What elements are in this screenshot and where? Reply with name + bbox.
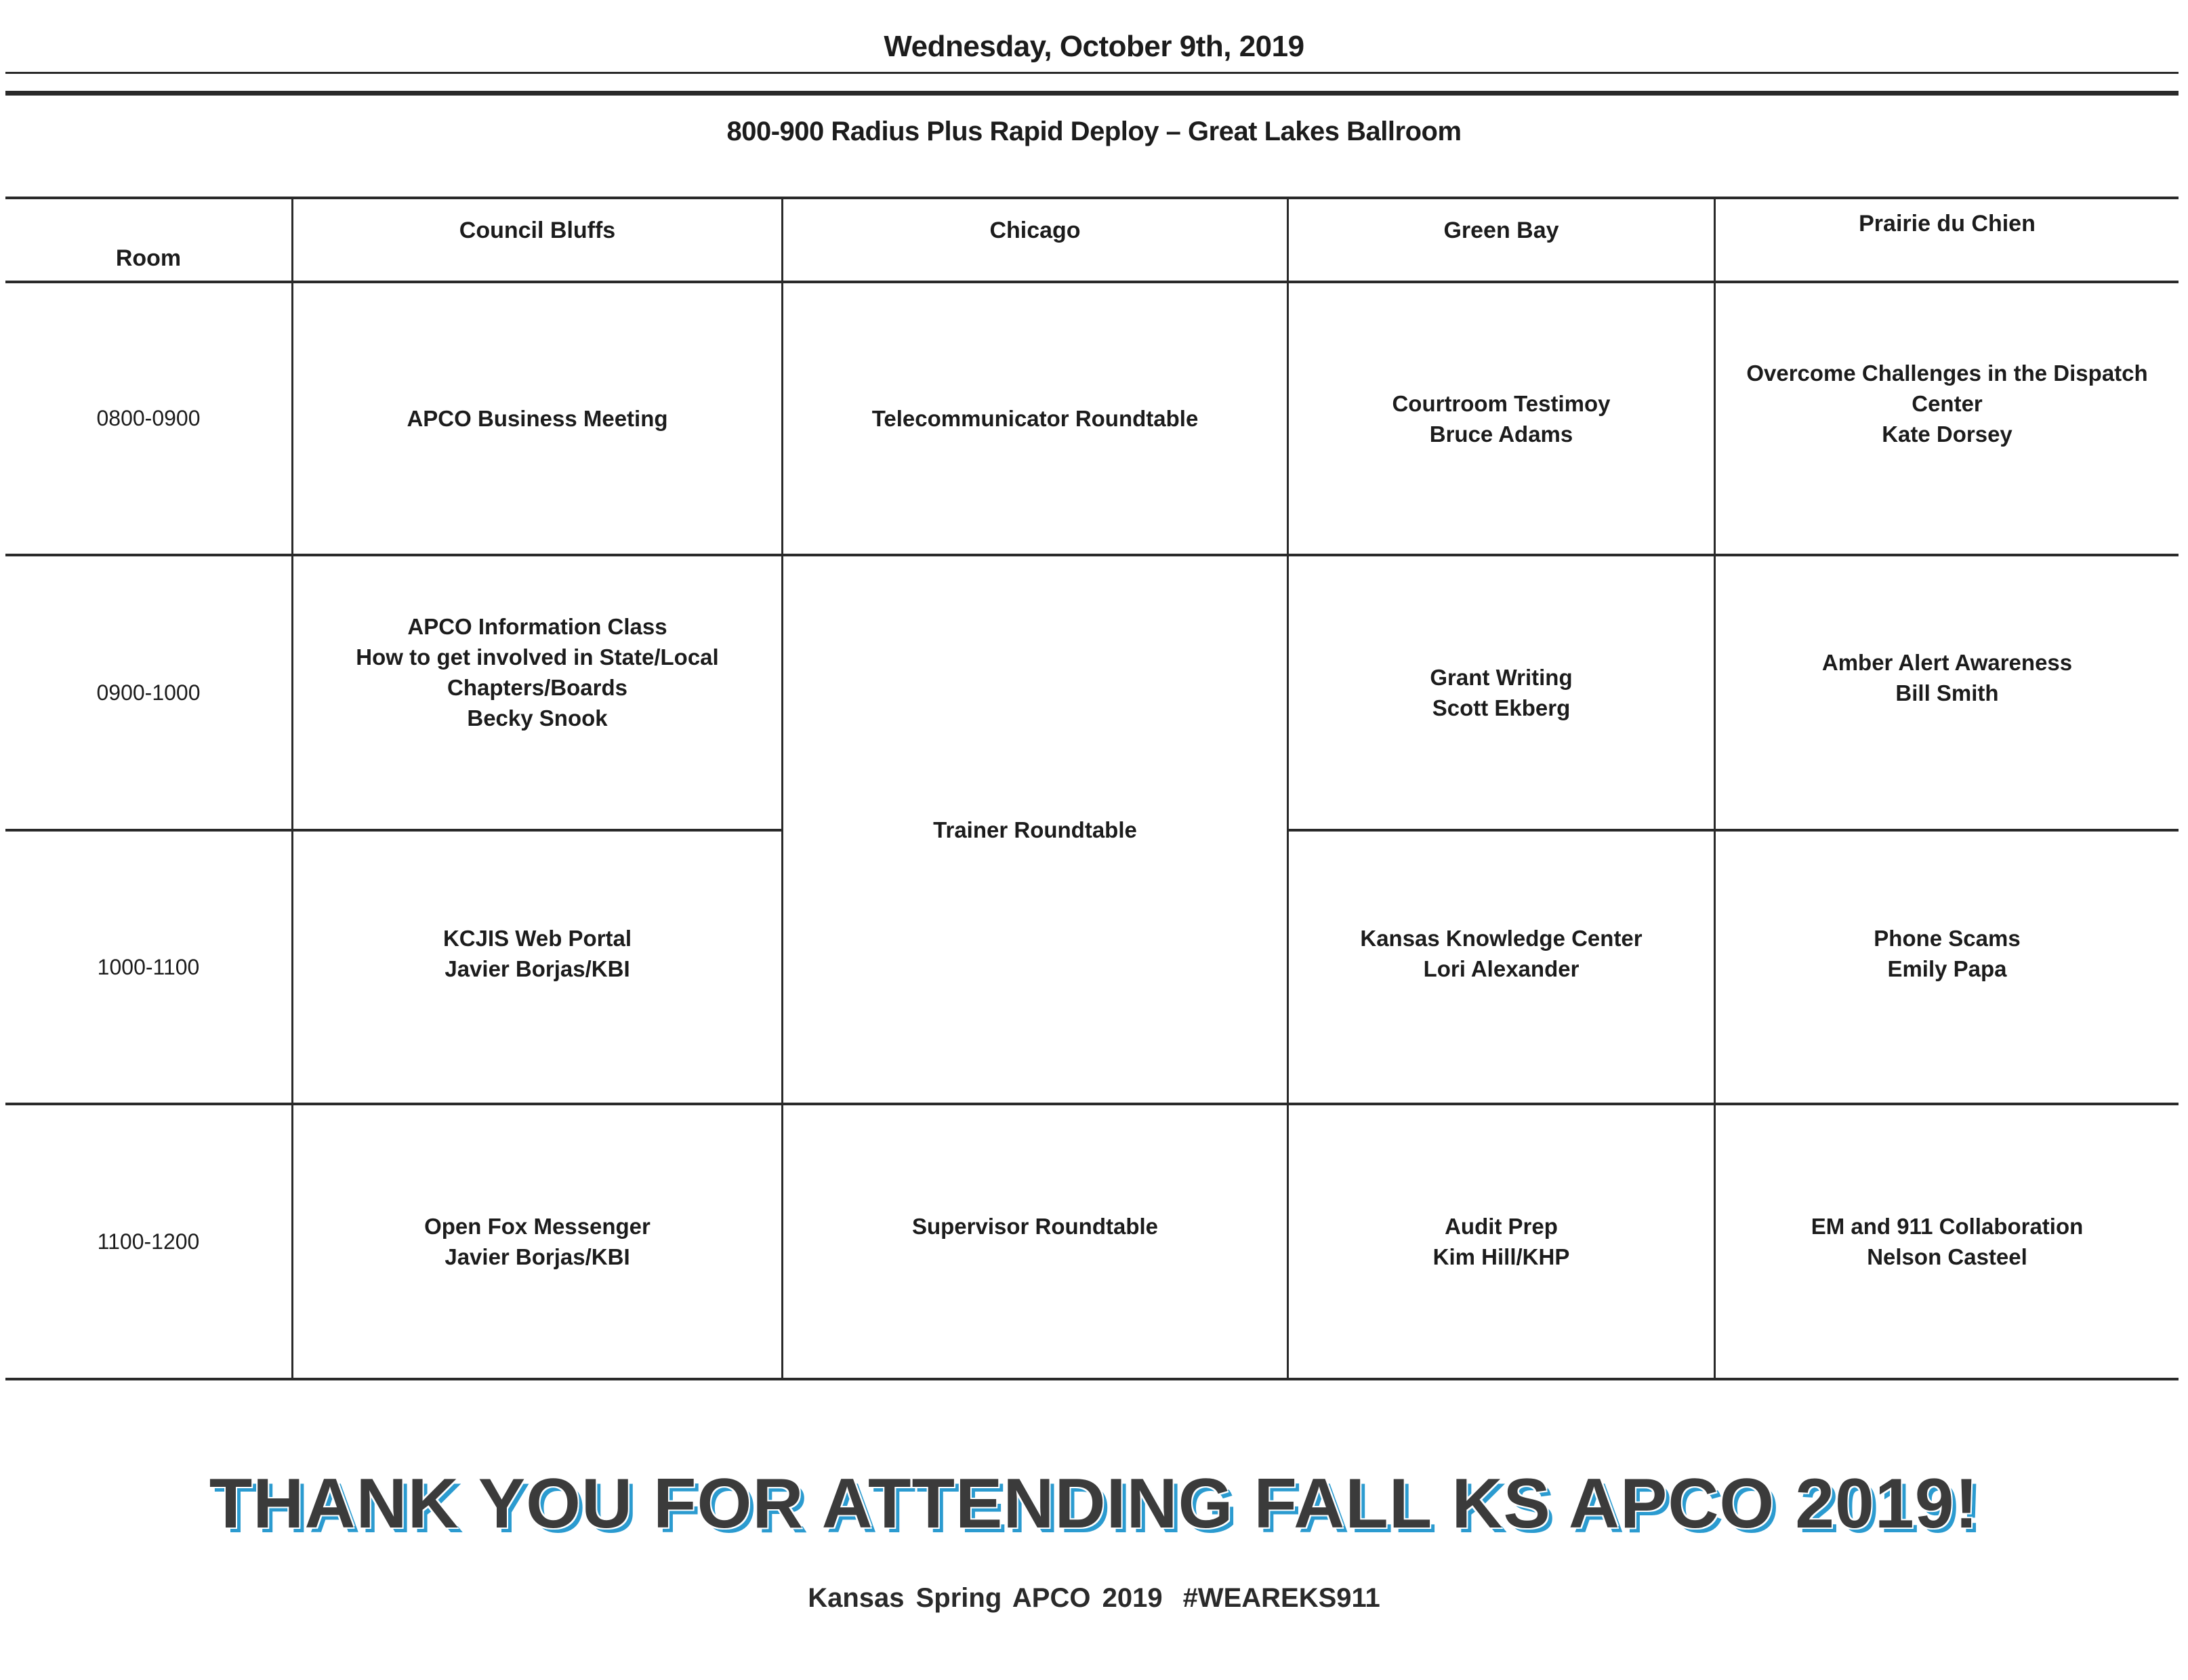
session-title: Grant Writing bbox=[1430, 665, 1573, 690]
session-title: APCO Information Class bbox=[407, 614, 667, 639]
schedule-subtitle: 800-900 Radius Plus Rapid Deploy – Great Lakes Ballroom bbox=[726, 117, 1462, 146]
session-cell bbox=[1714, 556, 2179, 832]
session-speaker: Scott Ekberg bbox=[1432, 695, 1571, 720]
title-rule-thick bbox=[5, 91, 2179, 96]
session-cell bbox=[1287, 556, 1714, 832]
session-title: Phone Scams bbox=[1874, 926, 2021, 951]
session-cell bbox=[1714, 1105, 2179, 1380]
session-cell-merged bbox=[781, 556, 1287, 1105]
session-speaker: Nelson Casteel bbox=[1867, 1244, 2027, 1269]
header-label: Chicago bbox=[989, 217, 1081, 243]
session-title: Trainer Roundtable bbox=[933, 817, 1137, 842]
session-speaker: Javier Borjas/KBI bbox=[445, 956, 630, 981]
session-cell bbox=[1714, 832, 2179, 1105]
session-title: APCO Business Meeting bbox=[407, 406, 668, 431]
session-cell bbox=[1287, 832, 1714, 1105]
session-speaker: Lori Alexander bbox=[1423, 956, 1580, 981]
header-council-bluffs bbox=[291, 199, 781, 283]
footer-tagline bbox=[0, 1583, 2188, 1614]
time-slot-0800 bbox=[5, 283, 291, 556]
event-name: Kansas Spring APCO 2019 bbox=[808, 1583, 1163, 1613]
session-cell bbox=[291, 556, 781, 832]
session-cell bbox=[781, 1105, 1287, 1380]
session-cell bbox=[1287, 283, 1714, 556]
session-cell bbox=[291, 283, 781, 556]
session-speaker: Bill Smith bbox=[1895, 680, 1999, 705]
session-cell bbox=[291, 1105, 781, 1380]
header-chicago bbox=[781, 199, 1287, 283]
session-title: EM and 911 Collaboration bbox=[1811, 1214, 2084, 1239]
time-label: 0900-1000 bbox=[96, 680, 201, 705]
hashtag: #WEAREKS911 bbox=[1182, 1583, 1380, 1613]
session-speaker: Becky Snook bbox=[467, 705, 608, 731]
session-speaker: Kim Hill/KHP bbox=[1432, 1244, 1570, 1269]
time-label: 1100-1200 bbox=[97, 1229, 200, 1254]
session-title: Courtroom Testimoy bbox=[1392, 390, 1611, 416]
session-cell bbox=[291, 832, 781, 1105]
session-speaker: Kate Dorsey bbox=[1882, 422, 2012, 447]
session-speaker: Javier Borjas/KBI bbox=[445, 1244, 630, 1269]
header-label: Green Bay bbox=[1443, 217, 1559, 243]
session-title: Audit Prep bbox=[1445, 1214, 1558, 1239]
title-rule-thin bbox=[5, 72, 2179, 74]
time-slot-1000 bbox=[5, 832, 291, 1105]
time-slot-1100 bbox=[5, 1105, 291, 1380]
schedule-table bbox=[5, 197, 2179, 1379]
session-title: KCJIS Web Portal bbox=[442, 926, 632, 951]
session-subtitle: Chapters/Boards bbox=[447, 675, 627, 700]
header-label: Prairie du Chien bbox=[1859, 210, 2036, 237]
session-cell bbox=[1287, 1105, 1714, 1380]
session-cell bbox=[1714, 283, 2179, 556]
header-green-bay bbox=[1287, 199, 1714, 283]
session-title: Center bbox=[1912, 391, 1983, 416]
session-title: Amber Alert Awareness bbox=[1821, 650, 2073, 675]
date-title: Wednesday, October 9th, 2019 bbox=[884, 30, 1304, 63]
header-room-label: Room bbox=[115, 245, 182, 271]
session-speaker: Bruce Adams bbox=[1429, 421, 1573, 447]
thank-you-banner: THANK YOU FOR ATTENDING FALL KS APCO 2019! bbox=[209, 1464, 1979, 1543]
time-label: 0800-0900 bbox=[96, 406, 201, 430]
session-title: Supervisor Roundtable bbox=[911, 1213, 1159, 1239]
header-prairie-du-chien bbox=[1714, 199, 2179, 283]
session-title: Kansas Knowledge Center bbox=[1360, 926, 1643, 951]
header-label: Council Bluffs bbox=[459, 217, 616, 243]
session-title: Open Fox Messenger bbox=[424, 1214, 651, 1239]
session-speaker: Emily Papa bbox=[1887, 956, 2007, 981]
time-slot-0900 bbox=[5, 556, 291, 832]
header-room bbox=[5, 199, 291, 283]
session-subtitle: How to get involved in State/Local bbox=[356, 644, 719, 670]
session-title: Telecommunicator Roundtable bbox=[871, 406, 1199, 431]
session-title: Overcome Challenges in the Dispatch bbox=[1746, 361, 2148, 386]
time-label: 1000-1100 bbox=[97, 954, 200, 979]
session-cell bbox=[781, 283, 1287, 556]
